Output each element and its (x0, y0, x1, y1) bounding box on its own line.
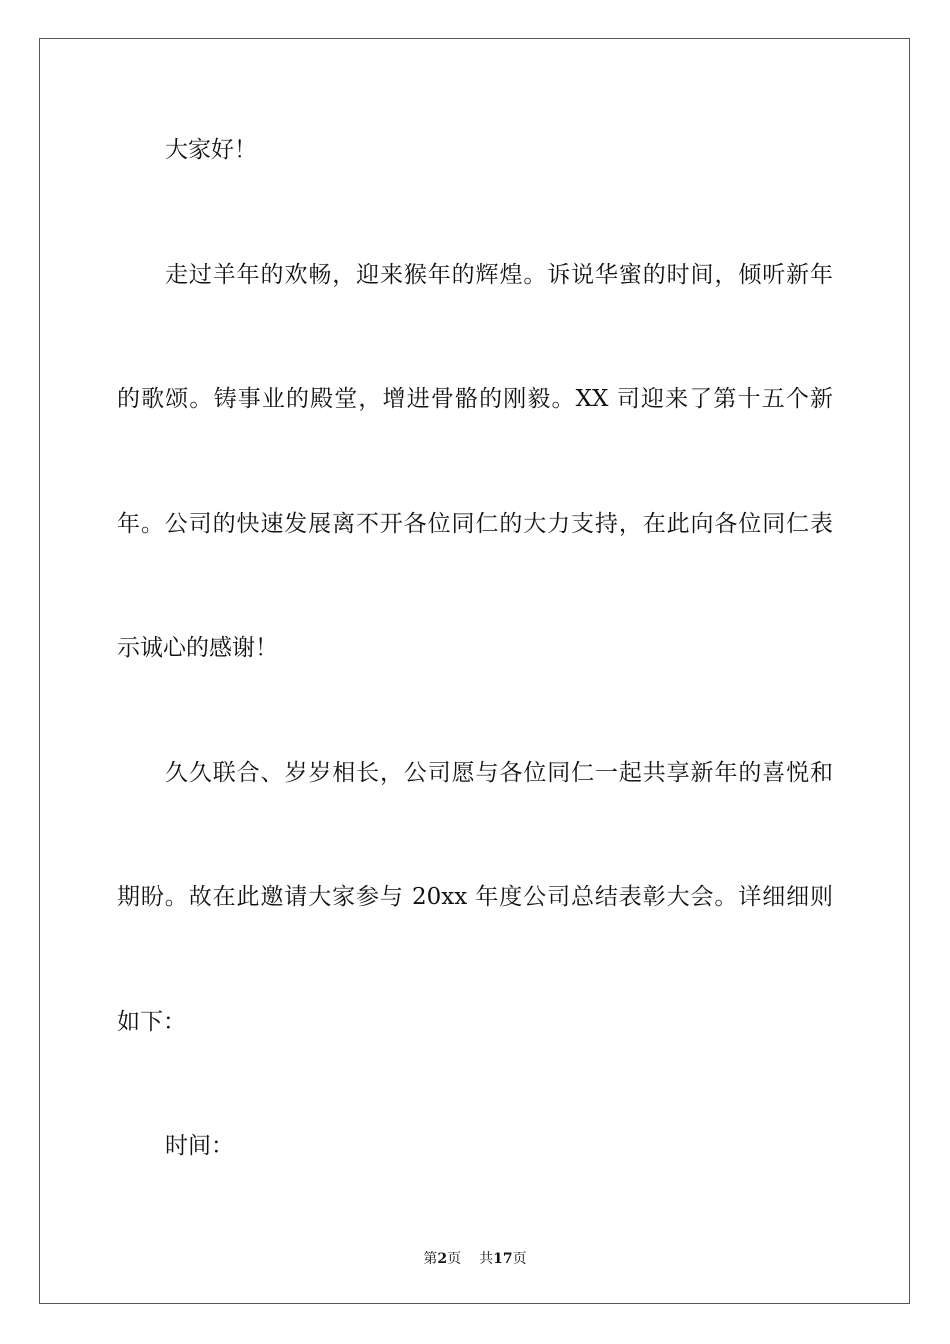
paragraph-1-line-4: 示诚心的感谢！ (117, 635, 278, 661)
time-label-line: 时间： (165, 1133, 234, 1159)
greeting-line: 大家好！ (165, 137, 257, 163)
paragraph-2-line-3: 如下： (117, 1009, 186, 1035)
paragraph-1-line-1: 走过羊年的欢畅，迎来猴年的辉煌。诉说华蜜的时间，倾听新年 (165, 262, 833, 288)
footer-total-suffix: 页 (512, 1251, 527, 1267)
footer-total-prefix: 共 (479, 1251, 494, 1267)
footer-page-prefix: 第 (423, 1251, 438, 1267)
page-footer (0, 1248, 950, 1268)
paragraph-1-line-2: 的歌颂。铸事业的殿堂，增进骨骼的刚毅。XX 司迎来了第十五个新 (117, 386, 833, 412)
paragraph-2-line-1: 久久联合、岁岁相长，公司愿与各位同仁一起共享新年的喜悦和 (165, 760, 833, 786)
page-border (39, 38, 910, 1304)
footer-page-suffix: 页 (447, 1251, 462, 1267)
footer-total-pages: 17 (493, 1251, 513, 1267)
paragraph-1-line-3: 年。公司的快速发展离不开各位同仁的大力支持，在此向各位同仁表 (117, 511, 833, 537)
footer-page-number: 2 (437, 1251, 448, 1267)
paragraph-2-line-2: 期盼。故在此邀请大家参与 20xx 年度公司总结表彰大会。详细细则 (117, 884, 833, 910)
